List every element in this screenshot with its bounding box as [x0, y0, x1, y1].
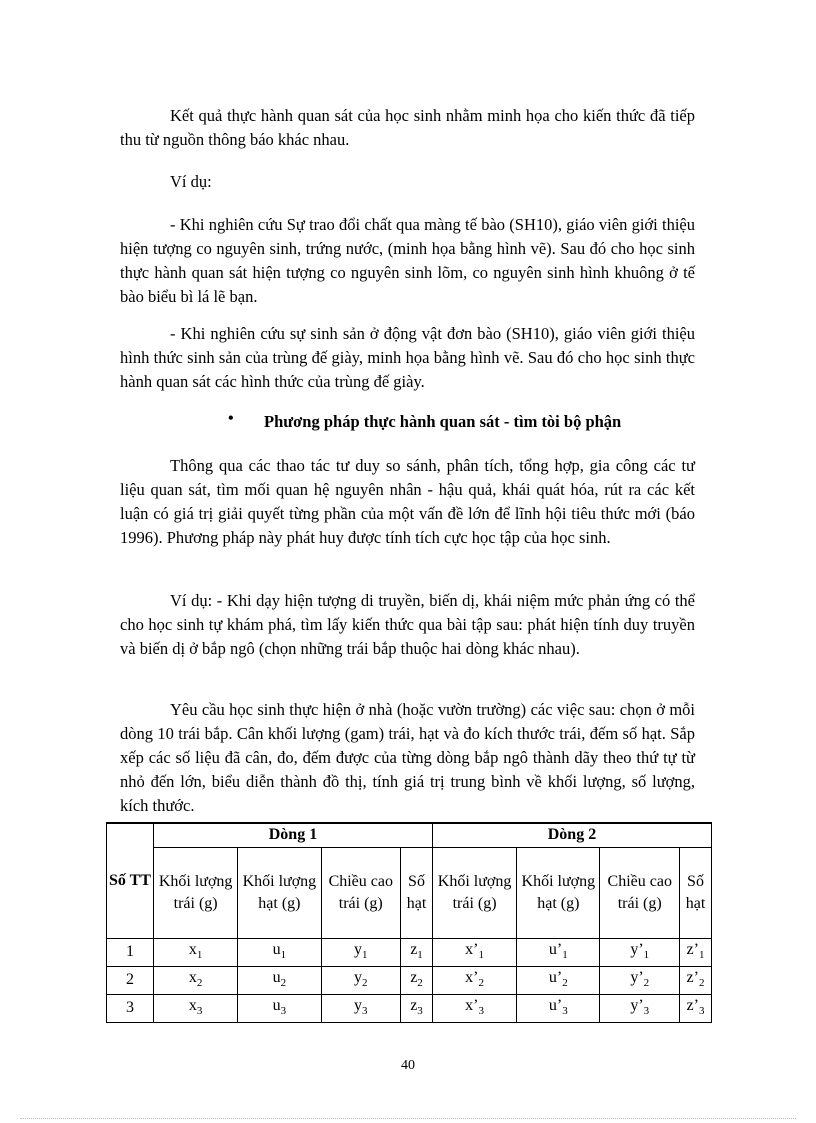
- subheader-cell: Chiều cao trái (g): [600, 847, 680, 938]
- paragraph-example-3: Ví dụ: - Khi dạy hiện tượng di truyền, biến dị, khái niệm mức phản ứng có thể cho học sinh tự khám phá, tìm lấy kiến thức qua bài tập sau: phát hiện tính duy truyền và biến dị ở bắp ngô (chọn những trái bắp thuộc hai dòng khác nhau).: [120, 591, 695, 658]
- table-cell: $z_2$: [401, 966, 433, 994]
- table-cell: $u_1$: [238, 938, 321, 966]
- table-row: [107, 938, 712, 966]
- table-cell: $y_3$: [321, 994, 401, 1022]
- table-row: [107, 966, 712, 994]
- row-stt: 3: [107, 994, 154, 1022]
- table-cell: $x’_3$: [432, 994, 516, 1022]
- table-cell: $y_1$: [321, 938, 401, 966]
- subheader-cell: Khối lượng trái (g): [154, 847, 238, 938]
- subheader-cell: Khối lượng trái (g): [432, 847, 516, 938]
- table-cell: $y’_3$: [600, 994, 680, 1022]
- header-group-1: Dòng 1: [154, 823, 433, 847]
- table-cell: $u_2$: [238, 966, 321, 994]
- subheader-cell: Khối lượng hạt (g): [238, 847, 321, 938]
- subheader-cell: Số hạt: [401, 847, 433, 938]
- data-table: [106, 822, 712, 1023]
- table-cell: $x_2$: [154, 966, 238, 994]
- subheader-cell: Số hạt: [680, 847, 712, 938]
- table-cell: $x_1$: [154, 938, 238, 966]
- table-cell: $z’_3$: [680, 994, 712, 1022]
- table-cell: $x_3$: [154, 994, 238, 1022]
- paragraph-intro: Kết quả thực hành quan sát của học sinh nhằm minh họa cho kiến thức đã tiếp thu từ nguồn thông báo khác nhau.: [120, 106, 695, 149]
- subheader-cell: Chiều cao trái (g): [321, 847, 401, 938]
- row-stt: 2: [107, 966, 154, 994]
- table-header-group-row: [107, 823, 712, 847]
- table-cell: $x’_1$: [432, 938, 516, 966]
- table-cell: $z’_2$: [680, 966, 712, 994]
- table-row: [107, 994, 712, 1022]
- table-cell: $x’_2$: [432, 966, 516, 994]
- paragraph-example-label: Ví dụ:: [170, 172, 212, 191]
- paragraph-example-1: - Khi nghiên cứu Sự trao đổi chất qua màng tế bào (SH10), giáo viên giới thiệu hiện tượng co nguyên sinh, trứng nước, (minh họa bằng hình vẽ). Sau đó cho học sinh thực hành quan sát hiện tượng co nguyên sinh lõm, co nguyên sinh hình khuông ở tế bào biểu bì lá lẽ bạn.: [120, 215, 695, 306]
- paragraph-example-2: - Khi nghiên cứu sự sinh sản ở động vật đơn bào (SH10), giáo viên giới thiệu hình thức sinh sản của trùng đế giày, minh họa bằng hình vẽ. Sau đó cho học sinh thực hành quan sát các hình thức của trùng đế giày.: [120, 324, 695, 391]
- subheader-cell: Khối lượng hạt (g): [517, 847, 600, 938]
- page-number: 40: [401, 1058, 415, 1073]
- section-heading: Phương pháp thực hành quan sát - tìm tòi bộ phận: [264, 412, 622, 431]
- table-cell: $u’_3$: [517, 994, 600, 1022]
- table-cell: $u’_1$: [517, 938, 600, 966]
- bullet-icon: •: [228, 410, 234, 427]
- row-stt: 1: [107, 938, 154, 966]
- table-cell: $z_3$: [401, 994, 433, 1022]
- table-cell: $u_3$: [238, 994, 321, 1022]
- table-subheader-row: [107, 847, 712, 938]
- table-cell: $z’_1$: [680, 938, 712, 966]
- paragraph-method: Thông qua các thao tác tư duy so sánh, phân tích, tổng hợp, gia công các tư liệu quan sát, tìm mối quan hệ nguyên nhân - hậu quả, khái quát hóa, rút ra các kết luận có giá trị giải quyết từng phần của một vấn đề lớn để lĩnh hội tiêu thức mới (báo 1996). Phương pháp này phát huy được tính tích cực học tập của học sinh.: [120, 456, 695, 547]
- table-cell: $z_1$: [401, 938, 433, 966]
- table-body: [107, 938, 712, 1023]
- bottom-divider: [20, 1118, 796, 1119]
- table-cell: $y’_1$: [600, 938, 680, 966]
- table-cell: $y_2$: [321, 966, 401, 994]
- paragraph-requirements: Yêu cầu học sinh thực hiện ở nhà (hoặc vườn trường) các việc sau: chọn ở mỗi dòng 10 trái bắp. Cân khối lượng (gam) trái, hạt và đo kích thước trái, đếm số hạt. Sắp xếp các số liệu đã cân, đo, đếm được của từng dòng bắp ngô thành dãy theo thứ tự từ nhỏ đến lớn, biểu diễn thành đồ thị, tính giá trị trung bình về khối lượng, số lượng, kích thước.: [120, 700, 695, 815]
- header-group-2: Dòng 2: [432, 823, 711, 847]
- table-cell: $u’_2$: [517, 966, 600, 994]
- table-cell: $y’_2$: [600, 966, 680, 994]
- header-stt: Số TT: [107, 823, 154, 938]
